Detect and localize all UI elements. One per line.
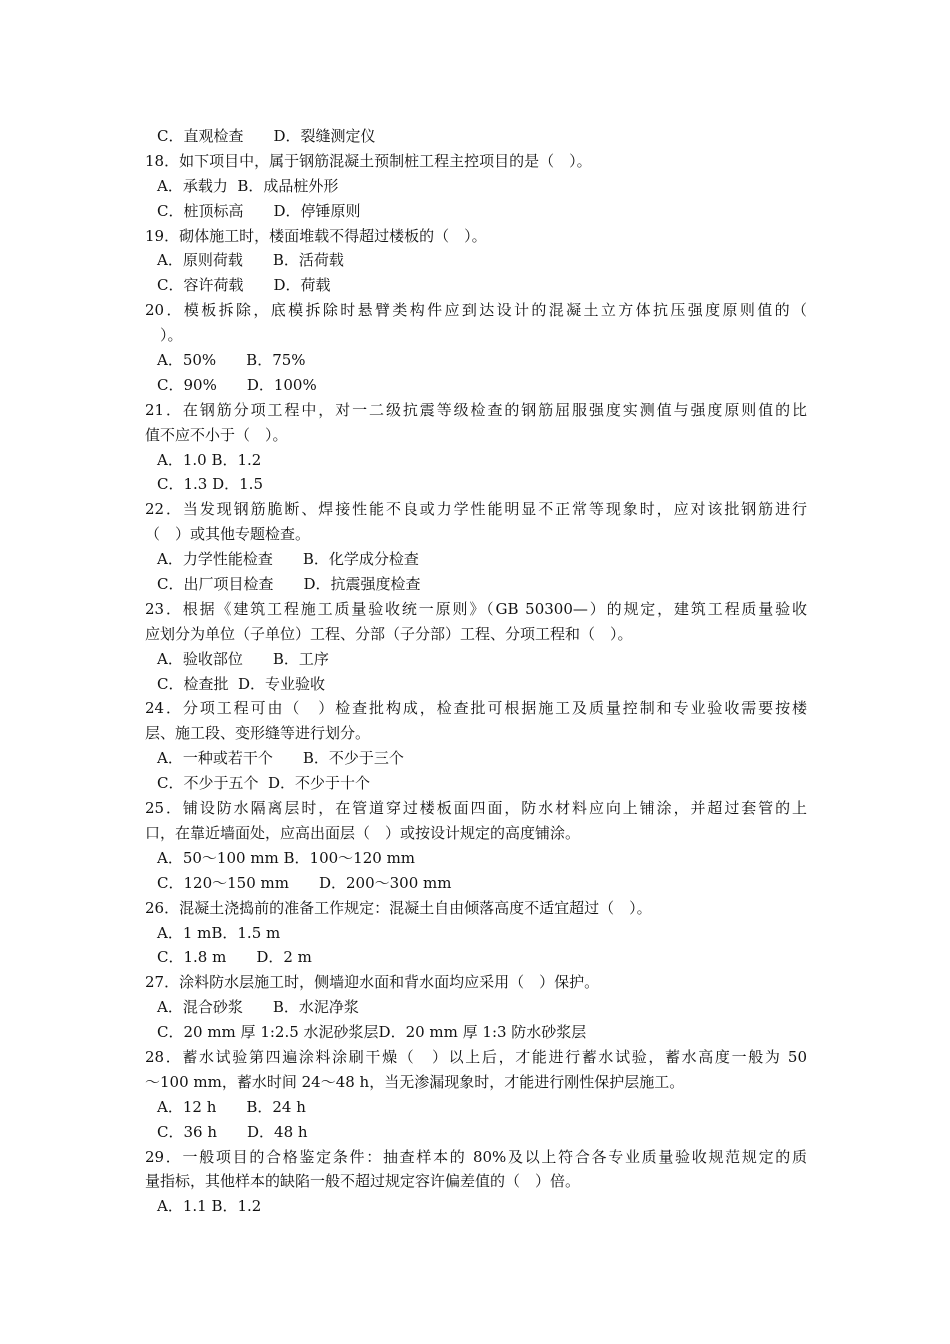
option-line: C．120～150 mm D．200～300 mm: [157, 873, 452, 892]
question-stem-line: 值不应不小于（ ）。: [145, 425, 288, 444]
question-stem-line: 20．模板拆除，底模拆除时悬臂类构件应到达设计的混凝土立方体抗压强度原则值的（: [145, 301, 807, 320]
question-stem-line: 层、施工段、变形缝等进行划分。: [145, 724, 371, 743]
question-stem-line: 28．蓄水试验第四遍涂料涂刷干燥（ ）以上后，才能进行蓄水试验，蓄水高度一般为 50: [145, 1047, 807, 1066]
question-stem-line: 23．根据《建筑工程施工质量验收统一原则》（GB 50300—）的规定，建筑工程质量验收: [145, 599, 807, 618]
question-stem-line: ）。: [145, 326, 183, 345]
question-list: [145, 124, 807, 1219]
question-stem-line: 量指标，其他样本的缺陷一般不超过规定容许偏差值的（ ）倍。: [145, 1172, 581, 1191]
question-stem-line: 24．分项工程可由（ ）检查批构成，检查批可根据施工及质量控制和专业验收需要按楼: [145, 699, 807, 718]
question-stem-line: 18．如下项目中，属于钢筋混凝土预制桩工程主控项目的是（ ）。: [145, 151, 592, 170]
option-line: A．12 h B．24 h: [157, 1097, 306, 1116]
option-line: C．桩顶标高 D．停锤原则: [157, 201, 361, 220]
question-stem-line: 25．铺设防水隔离层时，在管道穿过楼板面四面，防水材料应向上铺涂，并超过套管的上: [145, 799, 807, 818]
option-line: A．承载力 B．成品桩外形: [157, 176, 339, 195]
question-stem-line: 19．砌体施工时，楼面堆载不得超过楼板的（ ）。: [145, 226, 487, 245]
question-stem-line: 22．当发现钢筋脆断、焊接性能不良或力学性能明显不正常等现象时，应对该批钢筋进行: [145, 500, 807, 519]
option-line: C．不少于五个 D．不少于十个: [157, 774, 371, 793]
option-line: C．检查批 D．专业验收: [157, 674, 326, 693]
question-stem-line: （ ）或其他专题检查。: [145, 525, 311, 544]
option-line: A．1.1 B．1.2: [157, 1197, 262, 1216]
question-stem-line: 应划分为单位（子单位）工程、分部（子分部）工程、分项工程和（ ）。: [145, 624, 633, 643]
option-line: A．1 mB．1.5 m: [157, 923, 281, 942]
option-line: C．直观检查 D．裂缝测定仪: [157, 127, 376, 145]
option-line: A．验收部位 B．工序: [157, 649, 329, 668]
question-stem-line: 29．一般项目的合格鉴定条件：抽查样本的 80%及以上符合各专业质量验收规范规定的质: [145, 1147, 807, 1166]
option-line: C．20 mm 厚 1:2.5 水泥砂浆层D．20 mm 厚 1:3 防水砂浆层: [157, 1023, 587, 1042]
option-line: A．1.0 B．1.2: [157, 450, 262, 469]
option-line: C．1.3 D．1.5: [157, 475, 263, 494]
question-stem-line: 26．混凝土浇捣前的准备工作规定：混凝土自由倾落高度不适宜超过（ ）。: [145, 898, 652, 917]
question-stem-line: 27．涂料防水层施工时，侧墙迎水面和背水面均应采用（ ）保护。: [145, 973, 600, 992]
question-stem-line: 21．在钢筋分项工程中，对一二级抗震等级检查的钢筋屈服强度实测值与强度原则值的比: [145, 400, 807, 419]
option-line: A．一种或若干个 B．不少于三个: [157, 749, 404, 768]
question-stem-line: 口，在靠近墙面处，应高出面层（ ）或按设计规定的高度铺涂。: [145, 823, 581, 842]
option-line: A．混合砂浆 B．水泥净浆: [157, 998, 359, 1017]
option-line: C．90% D．100%: [157, 375, 317, 394]
option-line: C．36 h D．48 h: [157, 1122, 308, 1141]
option-line: A．原则荷载 B．活荷载: [157, 251, 344, 270]
question-stem-line: ～100 mm，蓄水时间 24～48 h，当无渗漏现象时，才能进行刚性保护层施工。: [145, 1072, 685, 1091]
option-line: C．容许荷载 D．荷载: [157, 276, 331, 295]
option-line: C．1.8 m D．2 m: [157, 948, 312, 967]
option-line: A．力学性能检查 B．化学成分检查: [157, 550, 419, 569]
option-line: C．出厂项目检查 D．抗震强度检查: [157, 575, 421, 594]
option-line: A．50% B．75%: [157, 351, 306, 370]
option-line: A．50～100 mm B．100～120 mm: [157, 848, 416, 867]
